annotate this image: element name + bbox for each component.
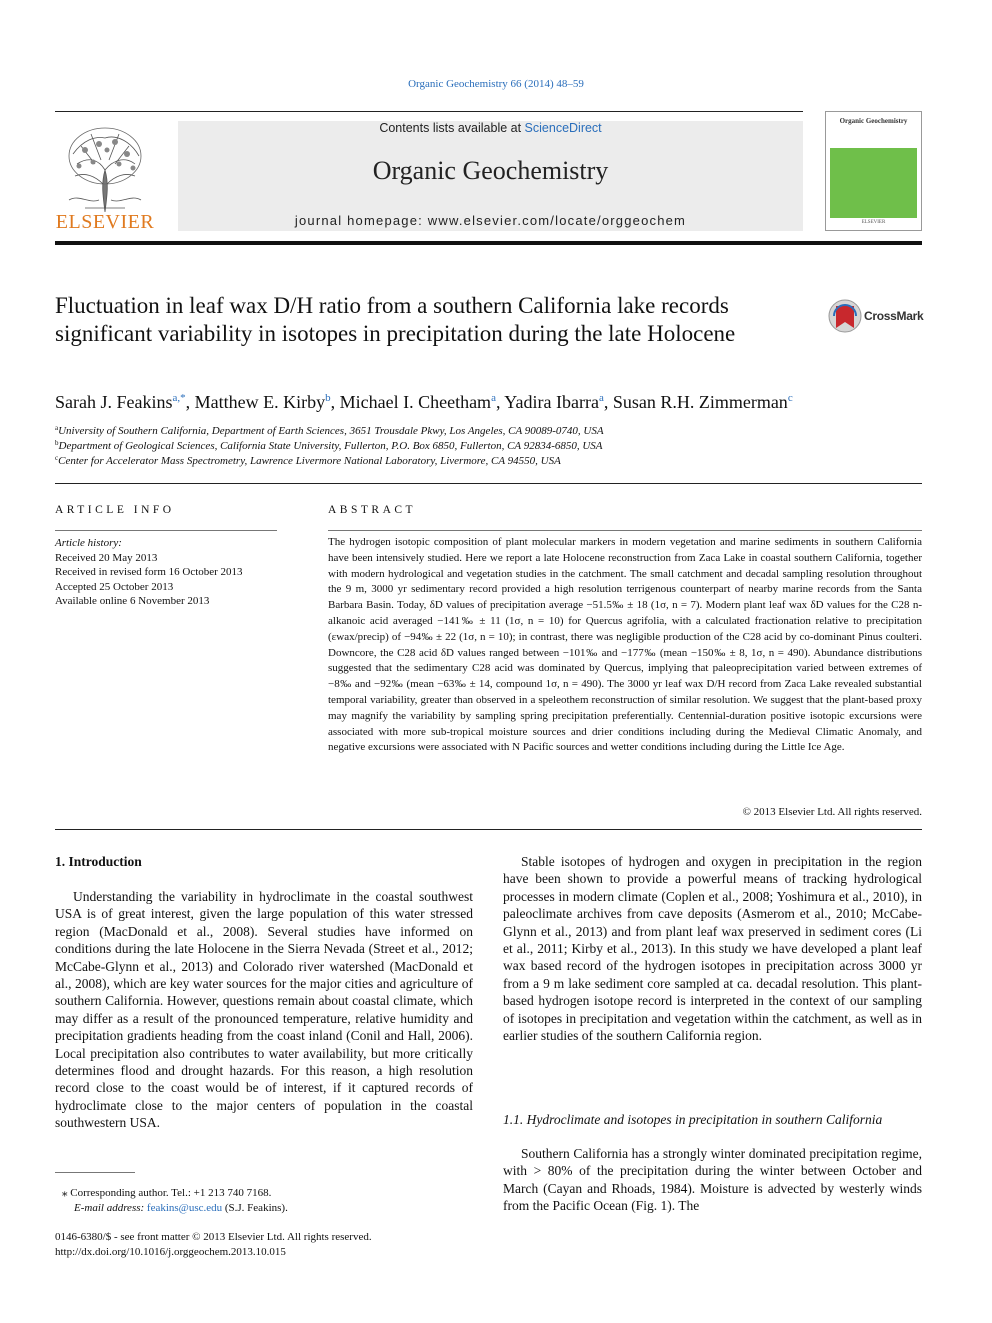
article-info-heading: ARTICLE INFO bbox=[55, 504, 175, 516]
journal-cover-thumbnail[interactable] bbox=[825, 111, 922, 231]
header-bottom-rule bbox=[55, 241, 922, 245]
author-list: Sarah J. Feakins$^{a,*}$, Matthew E. Kirby$^b$, Michael I. Cheetham$^a$, Yadira Ibarra$^a$, Susan R.H. Zimmerman$^c$ bbox=[55, 392, 793, 412]
intro-paragraph-1: Understanding the variability in hydroclimate in the coastal southwest USA is of great interest, given the large population of this water stressed region (MacDonald et al., 2008). Several studies have informed on conditions during the late Holocene in the Sierra Nevada (Street et al., 2012; McCabe-Glynn et al., 2013) and Colorado river watershed (MacDonald et al., 2008), which are key water sources for the major cities and agriculture of southern California. However, questions remain about coastal climate, which may differ as a result of the pronounced temperature, relative humidity and precipitation gradients heading from the coast inland (Conil and Hall, 2006). Local precipitation also contributes to water availability, but more critically determines flood and drought hazards. For this reason, a high resolution record close to the coast would be of interest, if it captured records of hydroclimate close to the major centers of population in the coastal southwestern USA. bbox=[55, 889, 473, 1131]
article-title: Fluctuation in leaf wax D/H ratio from a southern California lake records significant variability in isotopes in precipitation during the late Holocene bbox=[55, 293, 736, 346]
email-link[interactable]: feakins@usc.edu bbox=[146, 1202, 223, 1214]
cover-publisher: ELSEVIER bbox=[861, 220, 886, 225]
affiliation-key: c bbox=[55, 454, 59, 462]
email-label: E-mail address: bbox=[74, 1202, 147, 1214]
cover-title: Organic Geochemistry bbox=[839, 117, 908, 125]
homepage-link[interactable]: www.elsevier.com/locate/orggeochem bbox=[427, 213, 687, 228]
email-suffix: (S.J. Feakins). bbox=[222, 1202, 288, 1214]
contents-prefix: Contents lists available at bbox=[379, 121, 525, 135]
history-item: Received 20 May 2013 bbox=[55, 551, 158, 564]
author-name[interactable]: Michael I. Cheetham bbox=[339, 392, 492, 412]
history-item: Accepted 25 October 2013 bbox=[55, 580, 174, 593]
issn-line: 0146-6380/$ - see front matter © 2013 Elsevier Ltd. All rights reserved. bbox=[55, 1231, 372, 1243]
sciencedirect-link[interactable]: ScienceDirect bbox=[524, 121, 602, 135]
author-affiliation-marker[interactable]: a bbox=[598, 392, 604, 404]
affiliation bbox=[55, 454, 935, 467]
subsection-paragraph-1: Southern California has a strongly winter dominated precipitation regime, with > 80% of the precipitation during the winter between October and March (Cayan and Rhoads, 1984). Moisture is advected by westerly winds from the Pacific Ocean (Fig. 1). The bbox=[503, 1146, 922, 1214]
abstract-text: The hydrogen isotopic composition of plant molecular markers in modern vegetation and marine sediments in southern California have been intensively studied. Here we report a late Holocene reconstruction from Zaca Lake in coastal southern California, together with modern hydrological and vegetation studies in the catchment. The small catchment and decadal sampling resolution throughout the 9 m, 3000 yr sedimentary record provided a high resolution terrigenous counterpart of nearby marine records from the Santa Barbara Basin. Today, δD values of precipitation average −51.5‰ ± 18 (1σ, n = 7). Modern plant leaf wax δD values for the C28 n-alkanoic acid averaged −141‰ ± 11 (1σ, n = 10) for Quercus agrifolia, with a calculated fractionation relative to precipitation (εwax/precip) of −94‰ ± 22 (1σ, n = 10); in contrast, there was negligible production of the C28 acid by co-dominant Pinus coulteri. Downcore, the C28 acid δD values ranged between −101‰ and −177‰ (mean −150‰ ± 8, 1σ, n = 490). Abundance distributions suggested that the sedimentary C28 acid was dominated by Quercus, implying that paleoprecipitation varied between extremes of −8‰ and −92‰ (mean −63‰ ± 14, compound 1σ, n = 490). The 3000 yr leaf wax D/H record from Zaca Lake revealed substantial temporal variability, greater than observed in a speleothem reconstruction of similar resolution. We suggest that the plant-based proxy may magnify the variability by sampling spring precipitation preferentially. Centennial-duration positive isotopic excursions were associated with more sub-tropical moisture sources and drier conditions including during the Medieval Climatic Anomaly, and negative excursions were associated with N Pacific sources and wetter conditions including during the Little Ice Age. bbox=[328, 536, 922, 754]
author-name[interactable]: Yadira Ibarra bbox=[504, 392, 599, 412]
journal-homepage bbox=[178, 213, 803, 228]
journal-reference[interactable]: Organic Geochemistry 66 (2014) 48–59 bbox=[408, 78, 584, 90]
article-history bbox=[55, 536, 285, 609]
author-name[interactable]: Sarah J. Feakins bbox=[55, 392, 173, 412]
history-item: Available online 6 November 2013 bbox=[55, 595, 210, 607]
affiliation-text: Department of Geological Sciences, California State University, Fullerton, P.O. Box 6850, Fullerton, CA 92834-6850, USA bbox=[58, 440, 603, 452]
affiliation bbox=[55, 424, 935, 437]
intro-paragraph-2: Stable isotopes of hydrogen and oxygen in precipitation in the region have been shown to provide a powerful means of tracking hydrological processes in modern climate (Coplen et al., 2008; Yoshimura et al., 2010), in paleoclimate archives from cave deposits (Asmerom et al., 2010; McCabe-Glynn et al., 2013) and from plant leaf wax preserved in sediment cores (Li et al., 2011; Kirby et al., 2013). In this study we have developed a plant leaf wax based record of the hydrogen isotopes in precipitation across 3000 yr from a 9 m lake sediment core sampled at ca. decadal resolution. This plant-based hydrogen isotope record is interpreted in the context of our sampling of isotopes in precipitation and vegetation within the catchment, as well as in earlier studies of the southern California region. bbox=[503, 854, 922, 1044]
abstract-copyright: © 2013 Elsevier Ltd. All rights reserved. bbox=[742, 806, 922, 818]
corresponding-author-note bbox=[62, 1186, 482, 1201]
subsection-heading: 1.1. Hydroclimate and isotopes in precipitation in southern California bbox=[503, 1112, 883, 1127]
header-top-rule bbox=[55, 111, 803, 112]
affiliation-key: b bbox=[55, 439, 59, 447]
section-heading-introduction: 1. Introduction bbox=[55, 854, 142, 869]
affiliation-key: a bbox=[55, 424, 59, 432]
article-info-rule bbox=[55, 530, 277, 531]
affiliation-text: Center for Accelerator Mass Spectrometry, Lawrence Livermore National Laboratory, Livermore, CA 94550, USA bbox=[58, 455, 561, 467]
doi-link[interactable]: http://dx.doi.org/10.1016/j.orggeochem.2013.10.015 bbox=[55, 1246, 286, 1258]
cover-green-panel bbox=[830, 148, 917, 218]
section-rule bbox=[55, 483, 922, 484]
journal-title: Organic Geochemistry bbox=[372, 156, 609, 185]
abstract-heading: ABSTRACT bbox=[328, 504, 417, 516]
affiliation-text: University of Southern California, Department of Earth Sciences, 3651 Trousdale Pkwy, Los Angeles, CA 90089-0740, USA bbox=[58, 425, 604, 437]
homepage-prefix: journal homepage: bbox=[294, 213, 428, 228]
crossmark-icon bbox=[828, 298, 862, 334]
abstract-rule bbox=[328, 530, 922, 531]
author-affiliation-marker[interactable]: c bbox=[787, 392, 793, 404]
author-affiliation-marker[interactable]: a,* bbox=[172, 392, 186, 404]
author-name[interactable]: Matthew E. Kirby bbox=[194, 392, 326, 412]
footnote-rule bbox=[55, 1172, 135, 1173]
history-item: Received in revised form 16 October 2013 bbox=[55, 566, 243, 578]
email-note bbox=[74, 1201, 494, 1216]
crossmark-label: CrossMark bbox=[864, 309, 924, 323]
elsevier-wordmark: ELSEVIER bbox=[55, 211, 155, 233]
author-affiliation-marker[interactable]: a bbox=[491, 392, 496, 404]
abstract-bottom-rule bbox=[55, 829, 922, 830]
crossmark-badge[interactable] bbox=[828, 298, 924, 334]
asterisk-marker: ⁎ bbox=[62, 1187, 71, 1199]
author-name[interactable]: Susan R.H. Zimmerman bbox=[612, 392, 788, 412]
corresponding-text: Corresponding author. Tel.: +1 213 740 7168. bbox=[70, 1187, 272, 1199]
affiliation bbox=[55, 439, 935, 452]
contents-line bbox=[178, 121, 803, 135]
author-affiliation-marker[interactable]: b bbox=[325, 392, 331, 404]
history-label: Article history: bbox=[55, 537, 122, 549]
